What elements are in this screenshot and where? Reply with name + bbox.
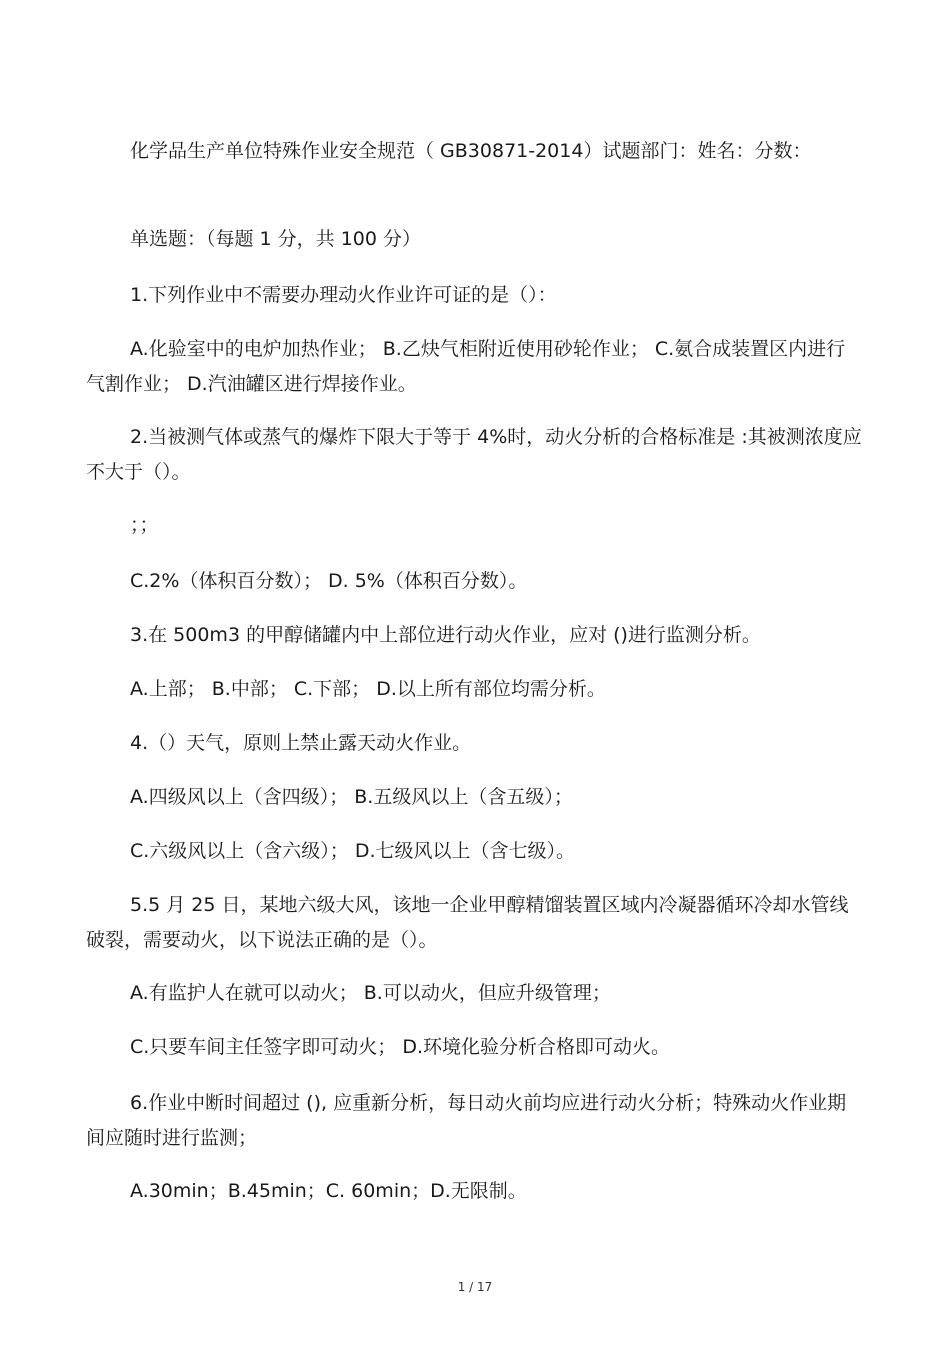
document-title: 化学品生产单位特殊作业安全规范（ GB30871-2014）试题部门：姓名：分数： xyxy=(130,140,812,162)
question-2-options: C.2%（体积百分数）； D. 5%（体积百分数）。 xyxy=(130,570,528,592)
question-4: 4.（）天气，原则上禁止露天动火作业。 xyxy=(130,732,472,754)
question-6: 6.作业中断时间超过 (), 应重新分析，每日动火前均应进行动火分析；特殊动火作业期间应随时进行监测； xyxy=(86,1092,847,1149)
question-3: 3.在 500m3 的甲醇储罐内中上部位进行动火作业，应对 ()进行监测分析。 xyxy=(130,624,761,646)
question-1-options: A.化验室中的电炉加热作业； B.乙炔气柜附近使用砂轮作业； C.氨合成装置区内进行气割作业； D.汽油罐区进行焊接作业。 xyxy=(86,338,846,395)
question-2-options-partial: ；； xyxy=(130,514,159,536)
question-4-options-ab: A.四级风以上（含四级）； B.五级风以上（含五级）； xyxy=(130,786,573,808)
question-1: 1.下列作业中不需要办理动火作业许可证的是（）： xyxy=(130,284,557,306)
question-5-options-cd: C.只要车间主任签字即可动火； D.环境化验分析合格即可动火。 xyxy=(130,1036,671,1058)
question-2: 2.当被测气体或蒸气的爆炸下限大于等于 4%时，动火分析的合格标准是 :其被测浓度应不大于（）。 xyxy=(86,426,862,483)
question-4-options-cd: C.六级风以上（含六级）； D.七级风以上（含七级）。 xyxy=(130,840,576,862)
question-3-options: A.上部； B.中部； C.下部； D.以上所有部位均需分析。 xyxy=(130,678,606,700)
question-5: 5.5 月 25 日，某地六级大风，该地一企业甲醇精馏装置区域内冷凝器循环冷却水管线破裂，需要动火，以下说法正确的是（）。 xyxy=(86,894,849,951)
question-6-options: A.30min；B.45min；C. 60min；D.无限制。 xyxy=(130,1180,527,1202)
page-number: 1 / 17 xyxy=(457,1280,493,1294)
question-5-options-ab: A.有监护人在就可以动火； B.可以动火，但应升级管理； xyxy=(130,982,611,1004)
section-heading: 单选题：（每题 1 分，共 100 分） xyxy=(130,228,422,250)
